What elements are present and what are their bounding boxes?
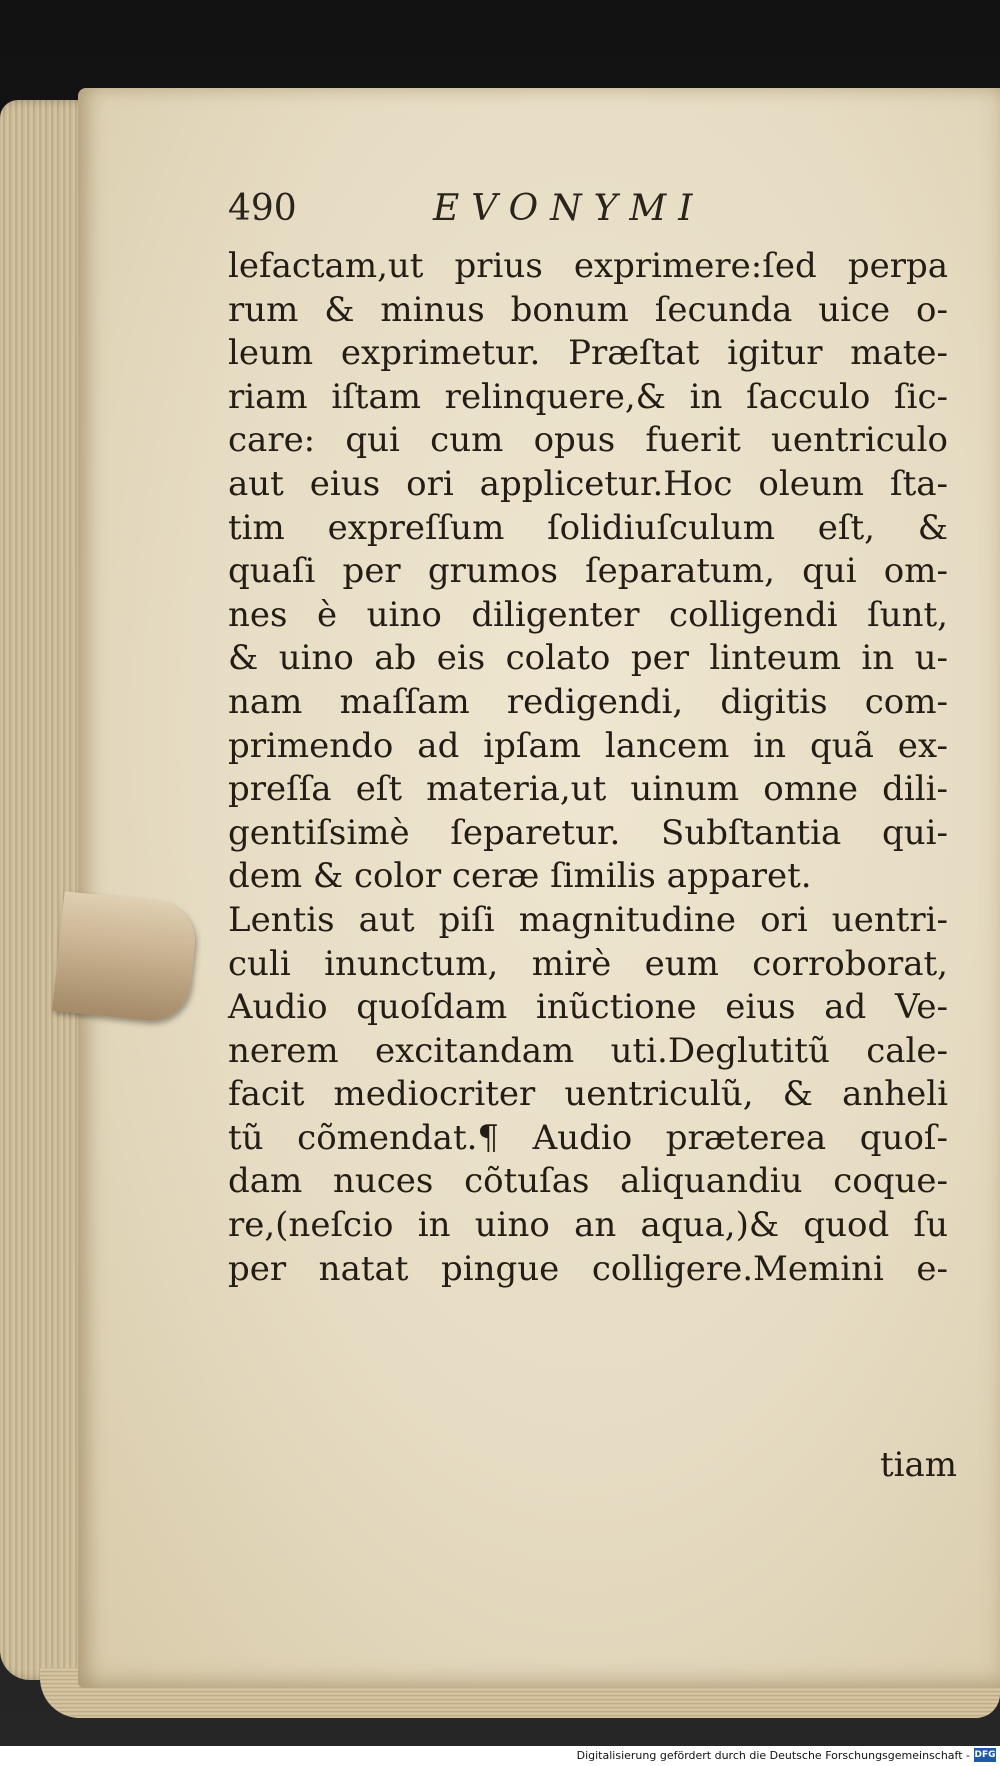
dfg-logo: DFG [974, 1750, 996, 1760]
text-line: nes è uino diligenter colligendi ſunt, [228, 594, 948, 635]
text-line: quaſi per grumos ſeparatum, qui om- [228, 551, 948, 592]
text-line: Lentis aut piſi magnitudine ori uentri- [228, 899, 948, 940]
running-head: EVONYMI [433, 188, 705, 229]
body-text [228, 245, 948, 1291]
text-line: riam iſtam relinquere,& in ſacculo ſic- [228, 376, 948, 417]
text-line: per natat pingue colligere.Memini e- [228, 1248, 948, 1289]
catchword: tiam [880, 1445, 958, 1485]
text-line: nerem excitandam uti.Deglutitũ cale- [228, 1030, 948, 1071]
text-line: & uino ab eis colato per linteum in u- [228, 638, 948, 679]
text-line: dem & color ceræ ſimilis apparet. [228, 856, 812, 897]
page-number: 490 [228, 188, 297, 229]
text-line: tũ cõmendat.¶ Audio præterea quoſ- [228, 1117, 948, 1158]
text-line: dam nuces cõtuſas aliquandiu coque- [228, 1161, 948, 1202]
text-line: care: qui cum opus fuerit uentriculo [228, 420, 948, 461]
text-line: Audio quoſdam inũctione eius ad Ve- [228, 987, 948, 1028]
text-line: facit mediocriter uentriculũ, & anheli [228, 1074, 948, 1115]
funding-credit: Digitalisierung gefördert durch die Deutsche Forschungsgemeinschaft - [576, 1749, 970, 1762]
page-header [228, 188, 788, 238]
text-line: nam maſſam redigendi, digitis com- [228, 681, 948, 722]
text-line: culi inunctum, mirè eum corroborat, [228, 943, 948, 984]
text-line: leum exprimetur. Præſtat igitur mate- [228, 333, 948, 374]
text-line: tim expreſſum ſolidiuſculum eſt, & [228, 507, 948, 548]
text-line: re,(neſcio in uino an aqua,)& quod ſu [228, 1205, 948, 1246]
bookmark-clip [52, 891, 199, 1024]
text-line: primendo ad ipſam lancem in quã ex- [228, 725, 948, 766]
text-line: aut eius ori applicetur.Hoc oleum ſta- [228, 463, 948, 504]
text-line: preſſa eſt materia,ut uinum omne dili- [228, 769, 948, 810]
text-line: gentiſsimè ſeparetur. Subſtantia qui- [228, 812, 948, 853]
text-line: lefactam,ut prius exprimere:ſed perpa [228, 246, 948, 286]
text-line: rum & minus bonum ſecunda uice o- [228, 289, 948, 330]
